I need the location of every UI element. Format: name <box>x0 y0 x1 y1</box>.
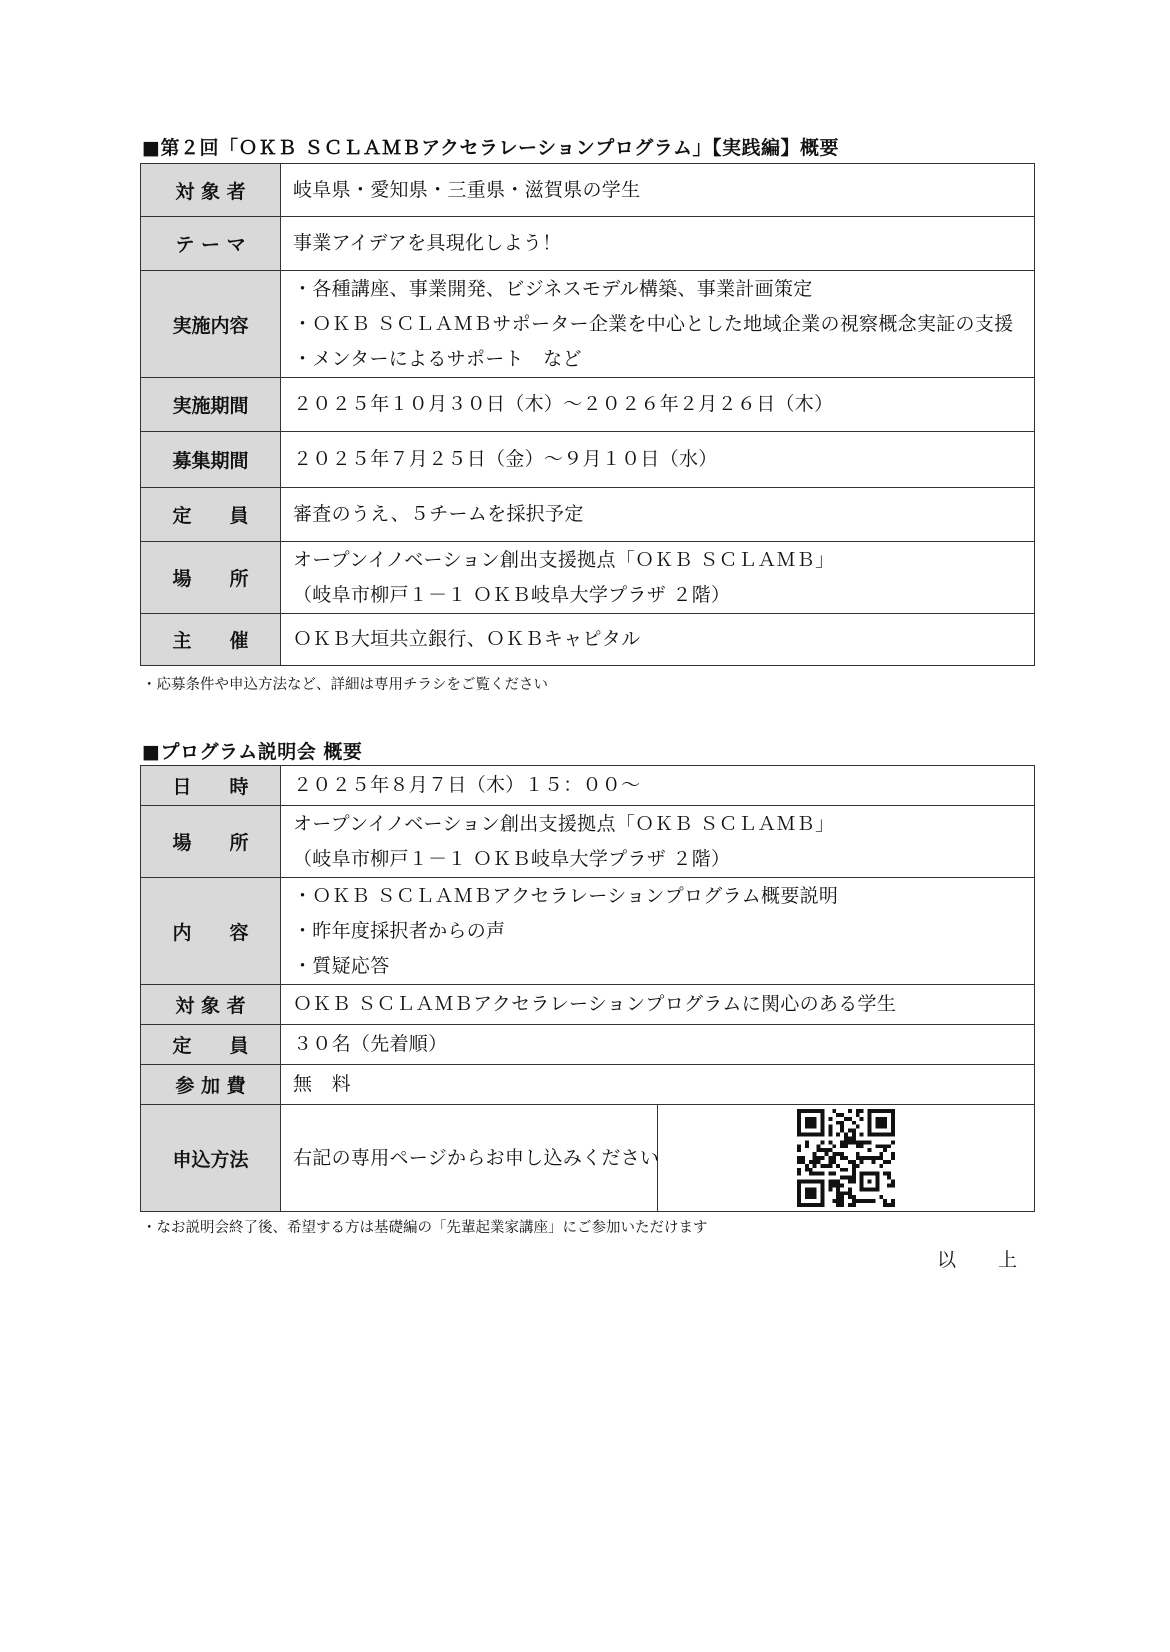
qr-module <box>840 1176 844 1180</box>
qr-module <box>840 1191 844 1195</box>
qr-module <box>840 1140 844 1144</box>
qr-module <box>879 1195 883 1199</box>
qr-module <box>860 1117 864 1121</box>
qr-module <box>805 1164 809 1168</box>
table-row <box>141 542 1035 614</box>
qr-module <box>824 1164 828 1168</box>
qr-module <box>875 1156 879 1160</box>
qr-module <box>836 1183 840 1187</box>
qr-module <box>860 1133 864 1137</box>
qr-module <box>828 1117 832 1121</box>
value-line: ＯＫＢ大垣共立銀行、ＯＫＢキャピタル <box>293 628 641 650</box>
qr-module <box>848 1160 852 1164</box>
row-label: 参 加 費 <box>141 1065 281 1105</box>
qr-module <box>828 1172 832 1176</box>
table-row <box>141 164 1035 217</box>
qr-module <box>852 1136 856 1140</box>
qr-module <box>844 1168 848 1172</box>
qr-module <box>852 1168 856 1172</box>
qr-module <box>844 1136 848 1140</box>
row-label: 場 所 <box>141 542 281 614</box>
value-line: （岐阜市柳戸１－１ ＯＫＢ岐阜大学プラザ ２階） <box>293 847 731 870</box>
qr-module <box>809 1172 813 1176</box>
table-row <box>141 806 1035 878</box>
qr-module <box>840 1129 844 1133</box>
value-line: 岐阜県・愛知県・三重県・滋賀県の学生 <box>293 178 641 201</box>
qr-module <box>887 1183 891 1187</box>
row-label: 定 員 <box>141 1025 281 1065</box>
qr-module <box>840 1121 844 1125</box>
row-value <box>281 878 1035 985</box>
row-value <box>281 271 1035 378</box>
qr-module <box>879 1152 883 1156</box>
qr-module <box>836 1195 840 1199</box>
table-row <box>141 1065 1035 1105</box>
qr-module <box>860 1199 864 1203</box>
value-line: ＯＫＢ ＳＣＬＡＭＢアクセラレーションプログラムに関心のある学生 <box>293 993 897 1015</box>
qr-module <box>817 1144 821 1148</box>
row-value <box>281 806 1035 878</box>
qr-module <box>832 1152 836 1156</box>
qr-module <box>856 1125 860 1129</box>
qr-module <box>828 1164 832 1168</box>
qr-module <box>844 1117 848 1121</box>
qr-module <box>868 1156 872 1160</box>
program-overview-table <box>140 163 1035 666</box>
qr-module <box>891 1180 895 1184</box>
qr-module <box>836 1133 840 1137</box>
row-label: 実施内容 <box>141 271 281 378</box>
section2-note: ・なお説明会終了後、希望する方は基礎編の「先輩起業家講座」にご参加いただけます <box>142 1220 708 1236</box>
qr-module <box>887 1172 891 1176</box>
qr-module <box>832 1160 836 1164</box>
qr-module <box>852 1199 856 1203</box>
qr-module <box>887 1144 891 1148</box>
qr-module <box>852 1172 856 1176</box>
qr-module <box>879 1156 883 1160</box>
qr-module <box>844 1176 848 1180</box>
qr-module <box>844 1133 848 1137</box>
qr-module <box>864 1140 868 1144</box>
qr-module <box>852 1164 856 1168</box>
qr-module <box>852 1133 856 1137</box>
table-row <box>141 614 1035 666</box>
table-row <box>141 378 1035 432</box>
value-line: ・メンターによるサポート など <box>293 347 582 370</box>
qr-module <box>836 1113 840 1117</box>
value-line: オープンイノベーション創出支援拠点「ＯＫＢ ＳＣＬＡＭＢ」 <box>293 812 835 835</box>
qr-module <box>836 1180 840 1184</box>
qr-module <box>852 1160 856 1164</box>
row-label: 申込方法 <box>141 1105 281 1212</box>
row-label: 内 容 <box>141 878 281 985</box>
qr-module <box>883 1144 887 1148</box>
qr-module <box>891 1156 895 1160</box>
qr-module <box>840 1152 844 1156</box>
qr-module <box>848 1180 852 1184</box>
qr-module <box>848 1187 852 1191</box>
qr-module <box>824 1148 828 1152</box>
qr-module <box>797 1148 801 1152</box>
qr-module <box>805 1144 809 1148</box>
qr-module <box>836 1121 840 1125</box>
row-label: 場 所 <box>141 806 281 878</box>
qr-module <box>801 1156 805 1160</box>
qr-module <box>828 1140 832 1144</box>
qr-module <box>832 1180 836 1184</box>
row-value <box>281 1025 1035 1065</box>
qr-module <box>856 1144 860 1148</box>
qr-module <box>828 1148 832 1152</box>
qr-module <box>856 1113 860 1117</box>
qr-module <box>797 1144 801 1148</box>
qr-module <box>828 1160 832 1164</box>
qr-module <box>805 1140 809 1144</box>
qr-module <box>817 1156 821 1160</box>
qr-module <box>801 1160 805 1164</box>
row-value <box>281 432 1035 488</box>
table-row <box>141 766 1035 806</box>
qr-module <box>860 1160 864 1164</box>
qr-module <box>821 1164 825 1168</box>
qr-module <box>836 1164 840 1168</box>
qr-module <box>828 1183 832 1187</box>
qr-module <box>813 1160 817 1164</box>
row-value <box>281 378 1035 432</box>
qr-module <box>836 1191 840 1195</box>
qr-module <box>809 1160 813 1164</box>
row-value <box>281 1065 1035 1105</box>
qr-module <box>824 1152 828 1156</box>
qr-module <box>821 1140 825 1144</box>
qr-module <box>860 1109 864 1113</box>
qr-module <box>852 1203 856 1207</box>
qr-module <box>832 1109 836 1113</box>
qr-module <box>828 1180 832 1184</box>
qr-module <box>821 1148 825 1152</box>
qr-module <box>836 1187 840 1191</box>
table-row <box>141 878 1035 985</box>
value-line: （岐阜市柳戸１－１ ＯＫＢ岐阜大学プラザ ２階） <box>293 583 731 606</box>
qr-module <box>836 1152 840 1156</box>
qr-module <box>887 1160 891 1164</box>
qr-module <box>879 1164 883 1168</box>
qr-module <box>856 1152 860 1156</box>
row-value <box>281 217 1035 271</box>
qr-module <box>813 1164 817 1168</box>
qr-module <box>852 1140 856 1144</box>
qr-module <box>840 1183 844 1187</box>
qr-module <box>840 1156 844 1160</box>
qr-module <box>860 1144 864 1148</box>
qr-code-icon[interactable] <box>797 1109 895 1207</box>
table-row <box>141 217 1035 271</box>
qr-module <box>848 1129 852 1133</box>
qr-module <box>832 1172 836 1176</box>
qr-module <box>871 1160 875 1164</box>
qr-module <box>864 1156 868 1160</box>
qr-module <box>879 1144 883 1148</box>
table-row <box>141 985 1035 1025</box>
qr-module <box>813 1172 817 1176</box>
qr-module <box>821 1156 825 1160</box>
row-value <box>281 542 1035 614</box>
row-label: テ ー マ <box>141 217 281 271</box>
qr-module <box>860 1140 864 1144</box>
qr-module <box>813 1156 817 1160</box>
qr-module <box>844 1191 848 1195</box>
value-line: ・ＯＫＢ ＳＣＬＡＭＢサポーター企業を中心とした地域企業の視察概念実証の支援 <box>293 312 1014 335</box>
row-value <box>281 614 1035 666</box>
qr-module <box>871 1156 875 1160</box>
closing-mark: 以 上 <box>936 1249 1035 1271</box>
value-line: ・質疑応答 <box>293 954 390 977</box>
section2-title: ■プログラム説明会 概要 <box>142 741 363 763</box>
value-line: ・昨年度採択者からの声 <box>293 919 506 942</box>
qr-module <box>848 1136 852 1140</box>
qr-module <box>844 1140 848 1144</box>
qr-module <box>840 1199 844 1203</box>
qr-module <box>848 1191 852 1195</box>
briefing-overview-table <box>140 765 1035 1212</box>
table-row <box>141 488 1035 542</box>
qr-module <box>883 1160 887 1164</box>
qr-module <box>844 1156 848 1160</box>
qr-module <box>797 1156 801 1160</box>
qr-module <box>840 1125 844 1129</box>
qr-module <box>817 1172 821 1176</box>
row-label: 募集期間 <box>141 432 281 488</box>
qr-module <box>832 1199 836 1203</box>
row-value <box>281 164 1035 217</box>
value-line: ・各種講座、事業開発、ビジネスモデル構築、事業計画策定 <box>293 277 813 300</box>
qr-module <box>828 1187 832 1191</box>
qr-module <box>856 1164 860 1168</box>
value-line: 無 料 <box>293 1073 351 1095</box>
qr-module <box>856 1199 860 1203</box>
qr-module <box>809 1168 813 1172</box>
row-value <box>281 766 1035 806</box>
table-row <box>141 271 1035 378</box>
qr-module <box>883 1203 887 1207</box>
row-value <box>281 1105 658 1212</box>
row-value <box>281 488 1035 542</box>
qr-module <box>871 1199 875 1203</box>
qr-module <box>848 1109 852 1113</box>
row-label: 実施期間 <box>141 378 281 432</box>
qr-module <box>805 1168 809 1172</box>
qr-module <box>836 1199 840 1203</box>
qr-module <box>891 1203 895 1207</box>
value-line: ２０２５年７月２５日（金）～９月１０日（水） <box>293 448 718 470</box>
row-label: 対 象 者 <box>141 164 281 217</box>
value-line: ・ＯＫＢ ＳＣＬＡＭＢアクセラレーションプログラム概要説明 <box>293 884 839 907</box>
qr-module <box>832 1156 836 1160</box>
row-label: 主 催 <box>141 614 281 666</box>
qr-module <box>852 1129 856 1133</box>
qr-module <box>891 1152 895 1156</box>
qr-module <box>828 1125 832 1129</box>
qr-module <box>883 1172 887 1176</box>
qr-code-cell[interactable] <box>658 1105 1035 1212</box>
qr-module <box>840 1203 844 1207</box>
qr-module <box>856 1156 860 1160</box>
qr-module <box>868 1140 872 1144</box>
qr-module <box>852 1180 856 1184</box>
qr-module <box>848 1117 852 1121</box>
qr-module <box>848 1203 852 1207</box>
qr-module <box>840 1113 844 1117</box>
qr-module <box>891 1140 895 1144</box>
value-line: 右記の専用ページからお申し込みください <box>293 1146 660 1169</box>
qr-module <box>848 1176 852 1180</box>
qr-module <box>891 1183 895 1187</box>
qr-module <box>860 1156 864 1160</box>
qr-module <box>848 1195 852 1199</box>
table-row <box>141 1025 1035 1065</box>
row-value <box>281 985 1035 1025</box>
qr-module <box>840 1195 844 1199</box>
qr-module <box>864 1199 868 1203</box>
qr-module <box>836 1203 840 1207</box>
qr-module <box>817 1160 821 1164</box>
qr-module <box>868 1199 872 1203</box>
qr-module <box>832 1183 836 1187</box>
qr-module <box>797 1172 801 1176</box>
qr-module <box>852 1176 856 1180</box>
qr-module <box>891 1199 895 1203</box>
qr-module <box>875 1144 879 1148</box>
qr-module <box>821 1172 825 1176</box>
qr-module <box>848 1140 852 1144</box>
row-label: 対 象 者 <box>141 985 281 1025</box>
qr-module <box>817 1148 821 1152</box>
qr-module <box>856 1140 860 1144</box>
qr-module <box>828 1129 832 1133</box>
value-line: 審査のうえ、５チームを採択予定 <box>293 503 584 525</box>
qr-module <box>840 1144 844 1148</box>
qr-module <box>887 1176 891 1180</box>
qr-module <box>852 1195 856 1199</box>
table-row <box>141 432 1035 488</box>
row-label: 日 時 <box>141 766 281 806</box>
qr-module <box>844 1144 848 1148</box>
qr-module <box>828 1156 832 1160</box>
section1-title: ■第２回「ＯＫＢ ＳＣＬＡＭＢアクセラレーションプログラム」【実践編】概要 <box>142 137 840 159</box>
qr-module <box>832 1144 836 1148</box>
row-label: 定 員 <box>141 488 281 542</box>
table-row <box>141 1105 1035 1212</box>
value-line: ２０２５年８月７日（木）１５：００～ <box>293 774 641 796</box>
qr-module <box>868 1148 872 1152</box>
qr-module <box>840 1168 844 1172</box>
value-line: 事業アイデアを具現化しよう！ <box>293 232 562 254</box>
value-line: ３０名（先着順） <box>293 1033 448 1055</box>
qr-module <box>883 1148 887 1152</box>
value-line: ２０２５年１０月３０日（木）～２０２６年２月２６日（木） <box>293 393 834 415</box>
qr-module <box>828 1133 832 1137</box>
qr-module <box>797 1160 801 1164</box>
qr-module <box>887 1203 891 1207</box>
value-line: オープンイノベーション創出支援拠点「ＯＫＢ ＳＣＬＡＭＢ」 <box>293 548 835 571</box>
qr-module <box>813 1152 817 1156</box>
section1-note: ・応募条件や申込方法など、詳細は専用チラシをご覧ください <box>142 677 548 693</box>
qr-module <box>852 1121 856 1125</box>
qr-module <box>797 1168 801 1172</box>
qr-module <box>883 1199 887 1203</box>
qr-module <box>856 1109 860 1113</box>
